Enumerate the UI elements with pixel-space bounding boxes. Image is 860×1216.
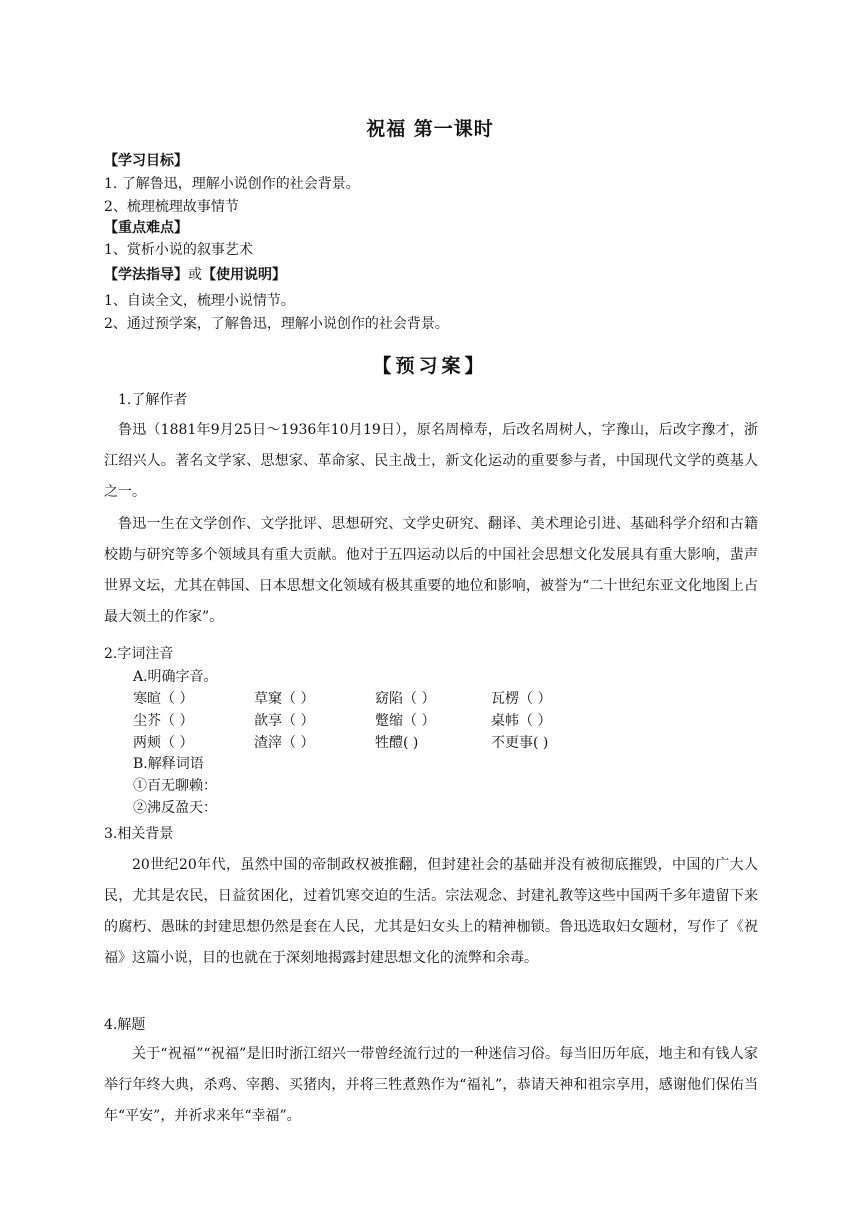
word-cell: 歆享（ ） [254, 713, 315, 729]
word-cell: 草窠（ ） [254, 691, 315, 707]
word-cell: 窈陷（ ） [375, 691, 436, 707]
key-points-heading: 【重点难点】 [104, 220, 188, 236]
explain-heading: B.解释词语 [133, 756, 204, 772]
word-cell: 渣滓（ ） [254, 735, 315, 751]
guide-heading-b: 【使用说明】 [202, 267, 286, 283]
word-cell: 尘芥（ ） [133, 713, 194, 729]
word-cell: 寒暄（ ） [133, 691, 194, 707]
title-explanation-paragraph: 关于“祝福”“祝福”是旧时浙江绍兴一带曾经流行过的一种迷信习俗。每当旧历年底，地主和有钱人家举行年终大典，杀鸡、宰鹅、买猪肉，并将三牲煮熟作为“福礼”，恭请天神和祖宗享用，感谢他们保佑当年“平安”，并祈求来年“幸福”。 [104, 1046, 758, 1124]
author-paragraph-1: 鲁迅（1881年9月25日～1936年10月19日），原名周樟寿，后改名周树人，字豫山，后改字豫才，浙江绍兴人。著名文学家、思想家、革命家、民主战士，新文化运动的重要参与者，中国现代文学的奠基人之一。 [104, 422, 758, 500]
guide-or: 或 [188, 267, 202, 283]
word-cell: 两颊（ ） [133, 735, 194, 751]
word-cell: 牲醴( ) [375, 735, 419, 751]
objective-item-1: 1. 了解鲁迅，理解小说创作的社会背景。 [104, 176, 360, 192]
preview-title: 【预习案】 [372, 355, 488, 377]
word-cell: 不更事( ) [491, 735, 549, 751]
pronunciation-heading: A.明确字音。 [133, 669, 218, 685]
guide-item-1: 1、自读全文，梳理小说情节。 [104, 293, 295, 309]
key-point-item-1: 1、赏析小说的叙事艺术 [104, 242, 253, 258]
page-title: 祝福 第一课时 [366, 118, 494, 140]
guide-heading [104, 264, 286, 284]
section-3-heading: 3.相关背景 [104, 826, 174, 842]
objectives-heading: 【学习目标】 [104, 153, 188, 169]
guide-heading-a: 【学法指导】 [104, 267, 188, 283]
explain-item-1: ①百无聊赖： [133, 778, 217, 794]
section-1-heading: 1.了解作者 [118, 392, 188, 408]
background-paragraph: 20世纪20年代，虽然中国的帝制政权被推翻，但封建社会的基础并没有被彻底摧毁，中国的广大人民，尤其是农民，日益贫困化，过着饥寒交迫的生活。宗法观念、封建礼教等这些中国两千多年遗留下来的腐朽、愚昧的封建思想仍然是套在人民，尤其是妇女头上的精神枷锁。鲁迅选取妇女题材，写作了《祝福》这篇小说，目的也就在于深刻地揭露封建思想文化的流弊和余毒。 [104, 857, 758, 966]
author-paragraph-2: 鲁迅一生在文学创作、文学批评、思想研究、文学史研究、翻译、美术理论引进、基础科学介绍和古籍校勘与研究等多个领域具有重大贡献。他对于五四运动以后的中国社会思想文化发展具有重大影响，蜚声世界文坛，尤其在韩国、日本思想文化领域有极其重要的地位和影响，被誉为“二十世纪东亚文化地图上占最大领土的作家”。 [104, 516, 758, 625]
word-cell: 瓦楞（ ） [491, 691, 552, 707]
section-2-heading: 2.字词注音 [104, 646, 174, 662]
explain-item-2: ②沸反盈天： [133, 800, 217, 816]
objective-item-2: 2、梳理梳理故事情节 [104, 199, 239, 215]
guide-item-2: 2、通过预学案，了解鲁迅，理解小说创作的社会背景。 [104, 316, 449, 332]
word-cell: 蹩缩（ ） [375, 713, 436, 729]
word-cell: 桌帏（ ） [491, 713, 552, 729]
section-4-heading: 4.解题 [104, 1017, 146, 1033]
